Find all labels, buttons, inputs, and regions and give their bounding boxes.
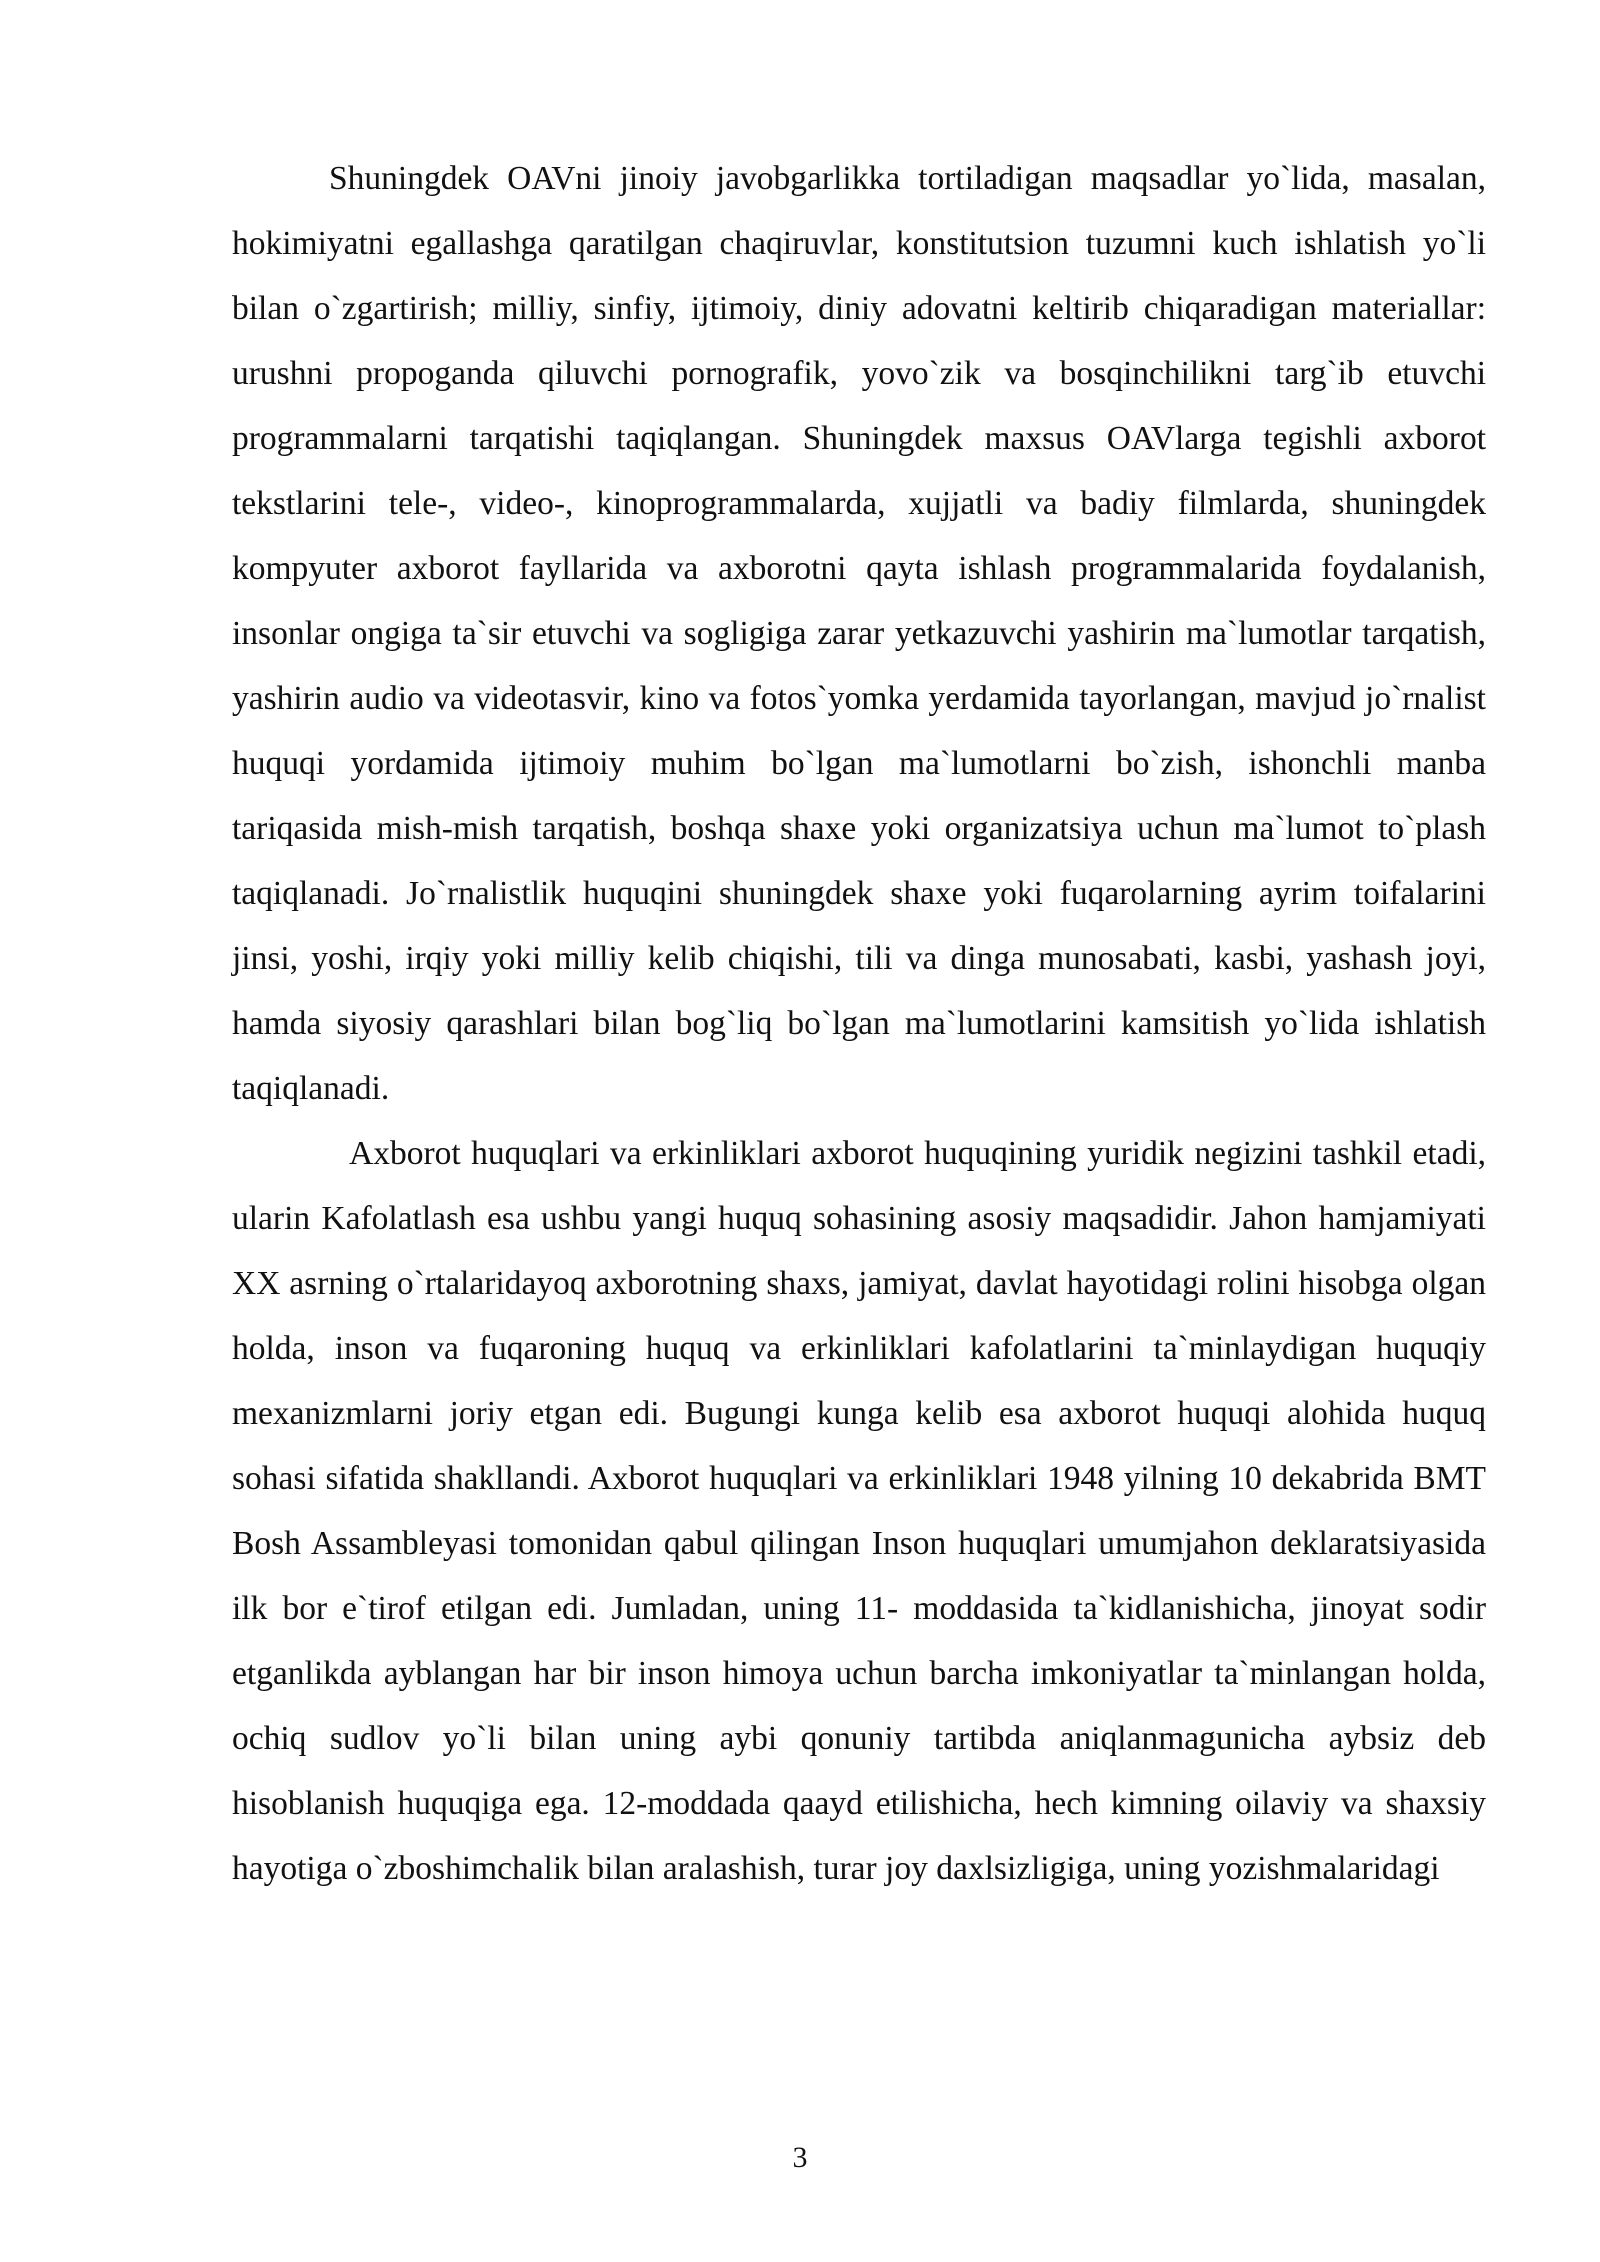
- page-number: 3: [792, 2141, 808, 2174]
- paragraph-2: Axborot huquqlari va erkinliklari axborot huquqining yuridik negizini tashkil etadi, ularin Kafolatlash esa ushbu yangi huquq sohasining asosiy maqsadidir. Jahon hamjamiyati XX asrning o`rtalaridayoq axborotning shaxs, jamiyat, davlat hayotidagi rolini hisobga olgan holda, inson va fuqaroning huquq va erkinliklari kafolatlarini ta`minlaydigan huquqiy mexanizmlarni joriy etgan edi. Bugungi kunga kelib esa axborot huquqi alohida huquq sohasi sifatida shakllandi. Axborot huquqlari va erkinliklari 1948 yilning 10 dekabrida BMT Bosh Assambleyasi tomonidan qabul qilingan Inson huquqlari umumjahon deklaratsiyasida ilk bor e`tirof etilgan edi. Jumladan, uning 11- moddasida ta`kidlanishicha, jinoyat sodir etganlikda ayblangan har bir inson himoya uchun barcha imkoniyatlar ta`minlangan holda, ochiq sudlov yo`li bilan uning aybi qonuniy tartibda aniqlanmagunicha aybsiz deb hisoblanish huquqiga ega. 12-moddada qaayd etilishicha, hech kimning oilaviy va shaxsiy hayotiga o`zboshimchalik bilan aralashish, turar joy daxlsizligiga, uning yozishmalaridagi: [232, 1135, 1486, 1887]
- body-text: [232, 146, 1486, 1901]
- paragraph-1: Shuningdek OAVni jinoiy javobgarlikka tortiladigan maqsadlar yo`lida, masalan, hokimiyatni egallashga qaratilgan chaqiruvlar, konstitutsion tuzumni kuch ishlatish yo`li bilan o`zgartirish; milliy, sinfiy, ijtimoiy, diniy adovatni keltirib chiqaradigan materiallar: urushni propoganda qiluvchi pornografik, yovo`zik va bosqinchilikni targ`ib etuvchi programmalarni tarqatishi taqiqlangan. Shuningdek maxsus OAVlarga tegishli axborot tekstlarini tele-, video-, kinoprogrammalarda, xujjatli va badiy filmlarda, shuningdek kompyuter axborot fayllarida va axborotni qayta ishlash programmalarida foydalanish, insonlar ongiga ta`sir etuvchi va sogligiga zarar yetkazuvchi yashirin ma`lumotlar tarqatish, yashirin audio va videotasvir, kino va fotos`yomka yerdamida tayorlangan, mavjud jo`rnalist huquqi yordamida ijtimoiy muhim bo`lgan ma`lumotlarni bo`zish, ishonchli manba tariqasida mish-mish tarqatish, boshqa shaxe yoki organizatsiya uchun ma`lumot to`plash taqiqlanadi. Jo`rnalistlik huquqini shuningdek shaxe yoki fuqarolarning ayrim toifalarini jinsi, yoshi, irqiy yoki milliy kelib chiqishi, tili va dinga munosabati, kasbi, yashash joyi, hamda siyosiy qarashlari bilan bog`liq bo`lgan ma`lumotlarini kamsitish yo`lida ishlatish taqiqlanadi.: [232, 160, 1486, 1107]
